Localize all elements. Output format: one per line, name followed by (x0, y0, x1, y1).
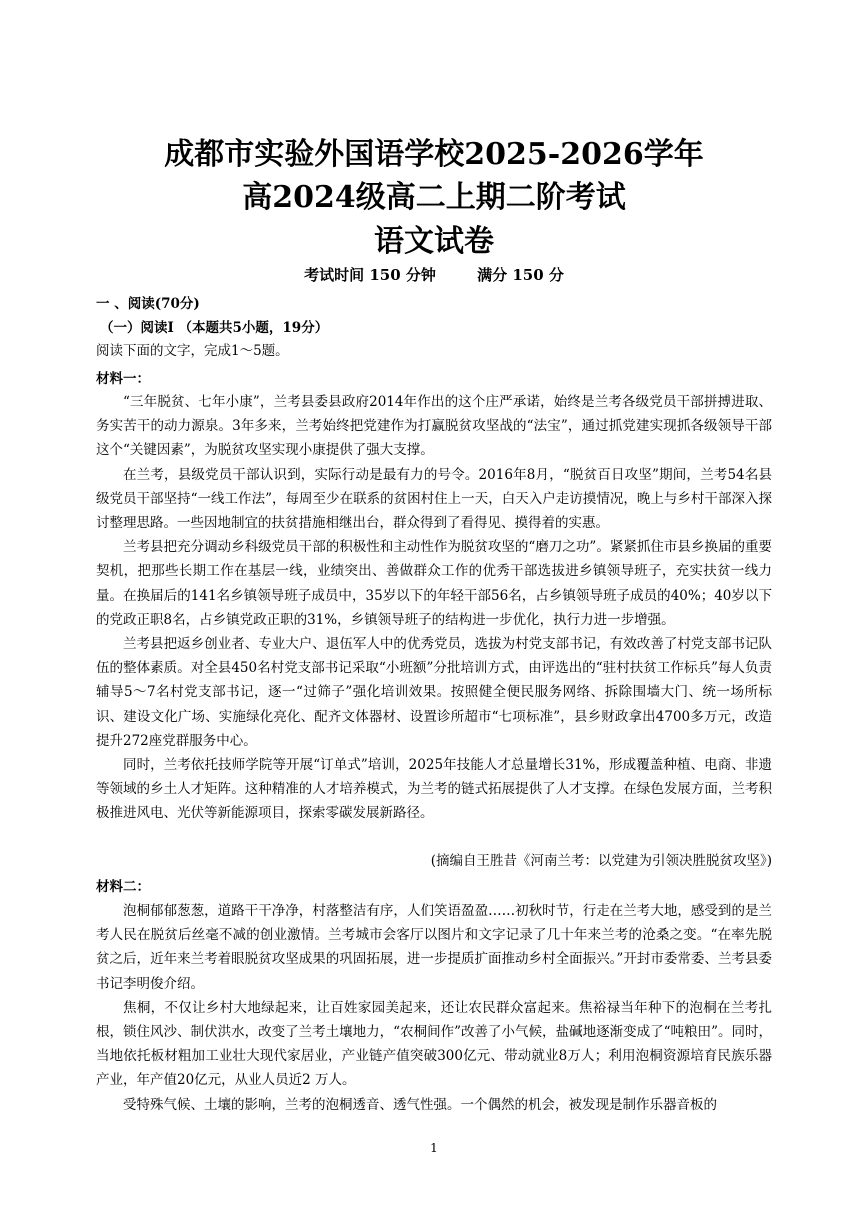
material1-paragraph: 兰考县把充分调动乡科级党员干部的积极性和主动性作为脱贫攻坚的“磨刀之功”。紧紧抓住市县乡换届的重要契机，把那些长期工作在基层一线，业绩突出、善做群众工作的优秀干部选拔进乡镇领导班子，充实扶贫一线力量。在换届后的141名乡镇领导班子成员中，35岁以下的年轻干部56名，占乡镇领导班子成员的40%；40岁以下的党政正职8名，占乡镇党政正职的31%，乡镇领导班子的结构进一步优化，执行力进一步增强。 (96, 539, 772, 628)
material1-body (96, 390, 772, 826)
exam-time: 考试时间 150 分钟 (304, 266, 436, 284)
exam-meta (0, 265, 868, 285)
material1-paragraph: 兰考县把返乡创业者、专业大户、退伍军人中的优秀党员，选拔为村党支部书记，有效改善了村党支部书记队伍的整体素质。对全县450名村党支部书记采取“小班额”分批培训方式，由评选出的“驻村扶贫工作标兵”每人负责辅导5～7名村党支部书记，逐一“过筛子”强化培训效果。按照健全便民服务网络、拆除围墙大门、统一场所标识、建设文化广场、实施绿化亮化、配齐文体器材、设置诊所超市“七项标准”，县乡财政拿出4700多万元，改造提升272座党群服务中心。 (96, 636, 772, 749)
exam-title: 高2024级高二上期二阶考试 (242, 180, 626, 215)
material1-source: (摘编自王胜昔《河南兰考：以党建为引领决胜脱贫攻坚》) (430, 853, 772, 869)
subpart-heading: （一）阅读Ⅰ （本题共5小题，19分） (100, 320, 329, 336)
material1-paragraph: 在兰考，县级党员干部认识到，实际行动是最有力的号令。2016年8月，“脱贫百日攻坚”期间，兰考54名县级党员干部坚持“一线工作法”，每周至少在联系的贫困村住上一天，白天入户走访摸情况，晚上与乡村干部深入探讨整理思路。一些因地制宜的扶贫措施相继出台，群众得到了看得见、摸得着的实惠。 (96, 466, 772, 532)
material1-paragraph: 同时，兰考依托技师学院等开展“订单式”培训，2025年技能人才总量增长31%，形成覆盖种植、电商、非遗等领域的乡土人才矩阵。这种精准的人才培养模式，为兰考的链式拓展提供了人才支撑。在绿色发展方面，兰考积极推进风电、光伏等新能源项目，探索零碳发展新路径。 (96, 757, 772, 822)
material2-label: 材料二： (96, 879, 150, 895)
subject-title: 语文试卷 (374, 224, 494, 259)
material2-paragraph: 受特殊气候、土壤的影响，兰考的泡桐透音、透气性强。一个偶然的机会，被发现是制作乐器音板的 (123, 1096, 717, 1113)
full-score: 满分 150 分 (477, 266, 564, 284)
material2-body (96, 899, 772, 1117)
instruction-text: 阅读下面的文字，完成1～5题。 (96, 343, 289, 359)
material1-paragraph: “三年脱贫、七年小康”，兰考县委县政府2014年作出的这个庄严承诺，始终是兰考各级党员干部拼搏进取、务实苦干的动力源泉。3年多来，兰考始终把党建作为打赢脱贫攻坚战的“法宝”，通过抓党建实现抓各级领导干部这个“关键因素”，为脱贫攻坚实现小康提供了强大支撑。 (96, 394, 772, 459)
page-number: 1 (430, 1141, 438, 1155)
material2-paragraph: 焦桐，不仅让乡村大地绿起来，让百姓家园美起来，还让农民群众富起来。焦裕禄当年种下的泡桐在兰考扎根，锁住风沙、制伏洪水，改变了兰考土壤地力，“农桐间作”改善了小气候，盐碱地逐渐变成了“吨粮田”。同时，当地依托板材粗加工业壮大现代家居业，产业链产值突破300亿元、带动就业8万人；利用泡桐资源培育民族乐器产业，年产值20亿元，从业人员近2 万人。 (96, 999, 772, 1089)
school-title: 成都市实验外国语学校2025-2026学年 (164, 137, 704, 172)
part-one-heading: 一 、阅读(70分) (96, 296, 200, 312)
material1-label: 材料一： (96, 371, 150, 387)
material2-paragraph: 泡桐郁郁葱葱，道路干干净净，村落整洁有序，人们笑语盈盈……初秋时节，行走在兰考大地，感受到的是兰考人民在脱贫后丝毫不减的创业激情。兰考城市会客厅以图片和文字记录了几十年来兰考的沧桑之变。“在率先脱贫之后，近年来兰考着眼脱贫攻坚成果的巩固拓展，进一步提质扩面推动乡村全面振兴。”开封市委常委、兰考县委书记李明俊介绍。 (96, 903, 772, 992)
